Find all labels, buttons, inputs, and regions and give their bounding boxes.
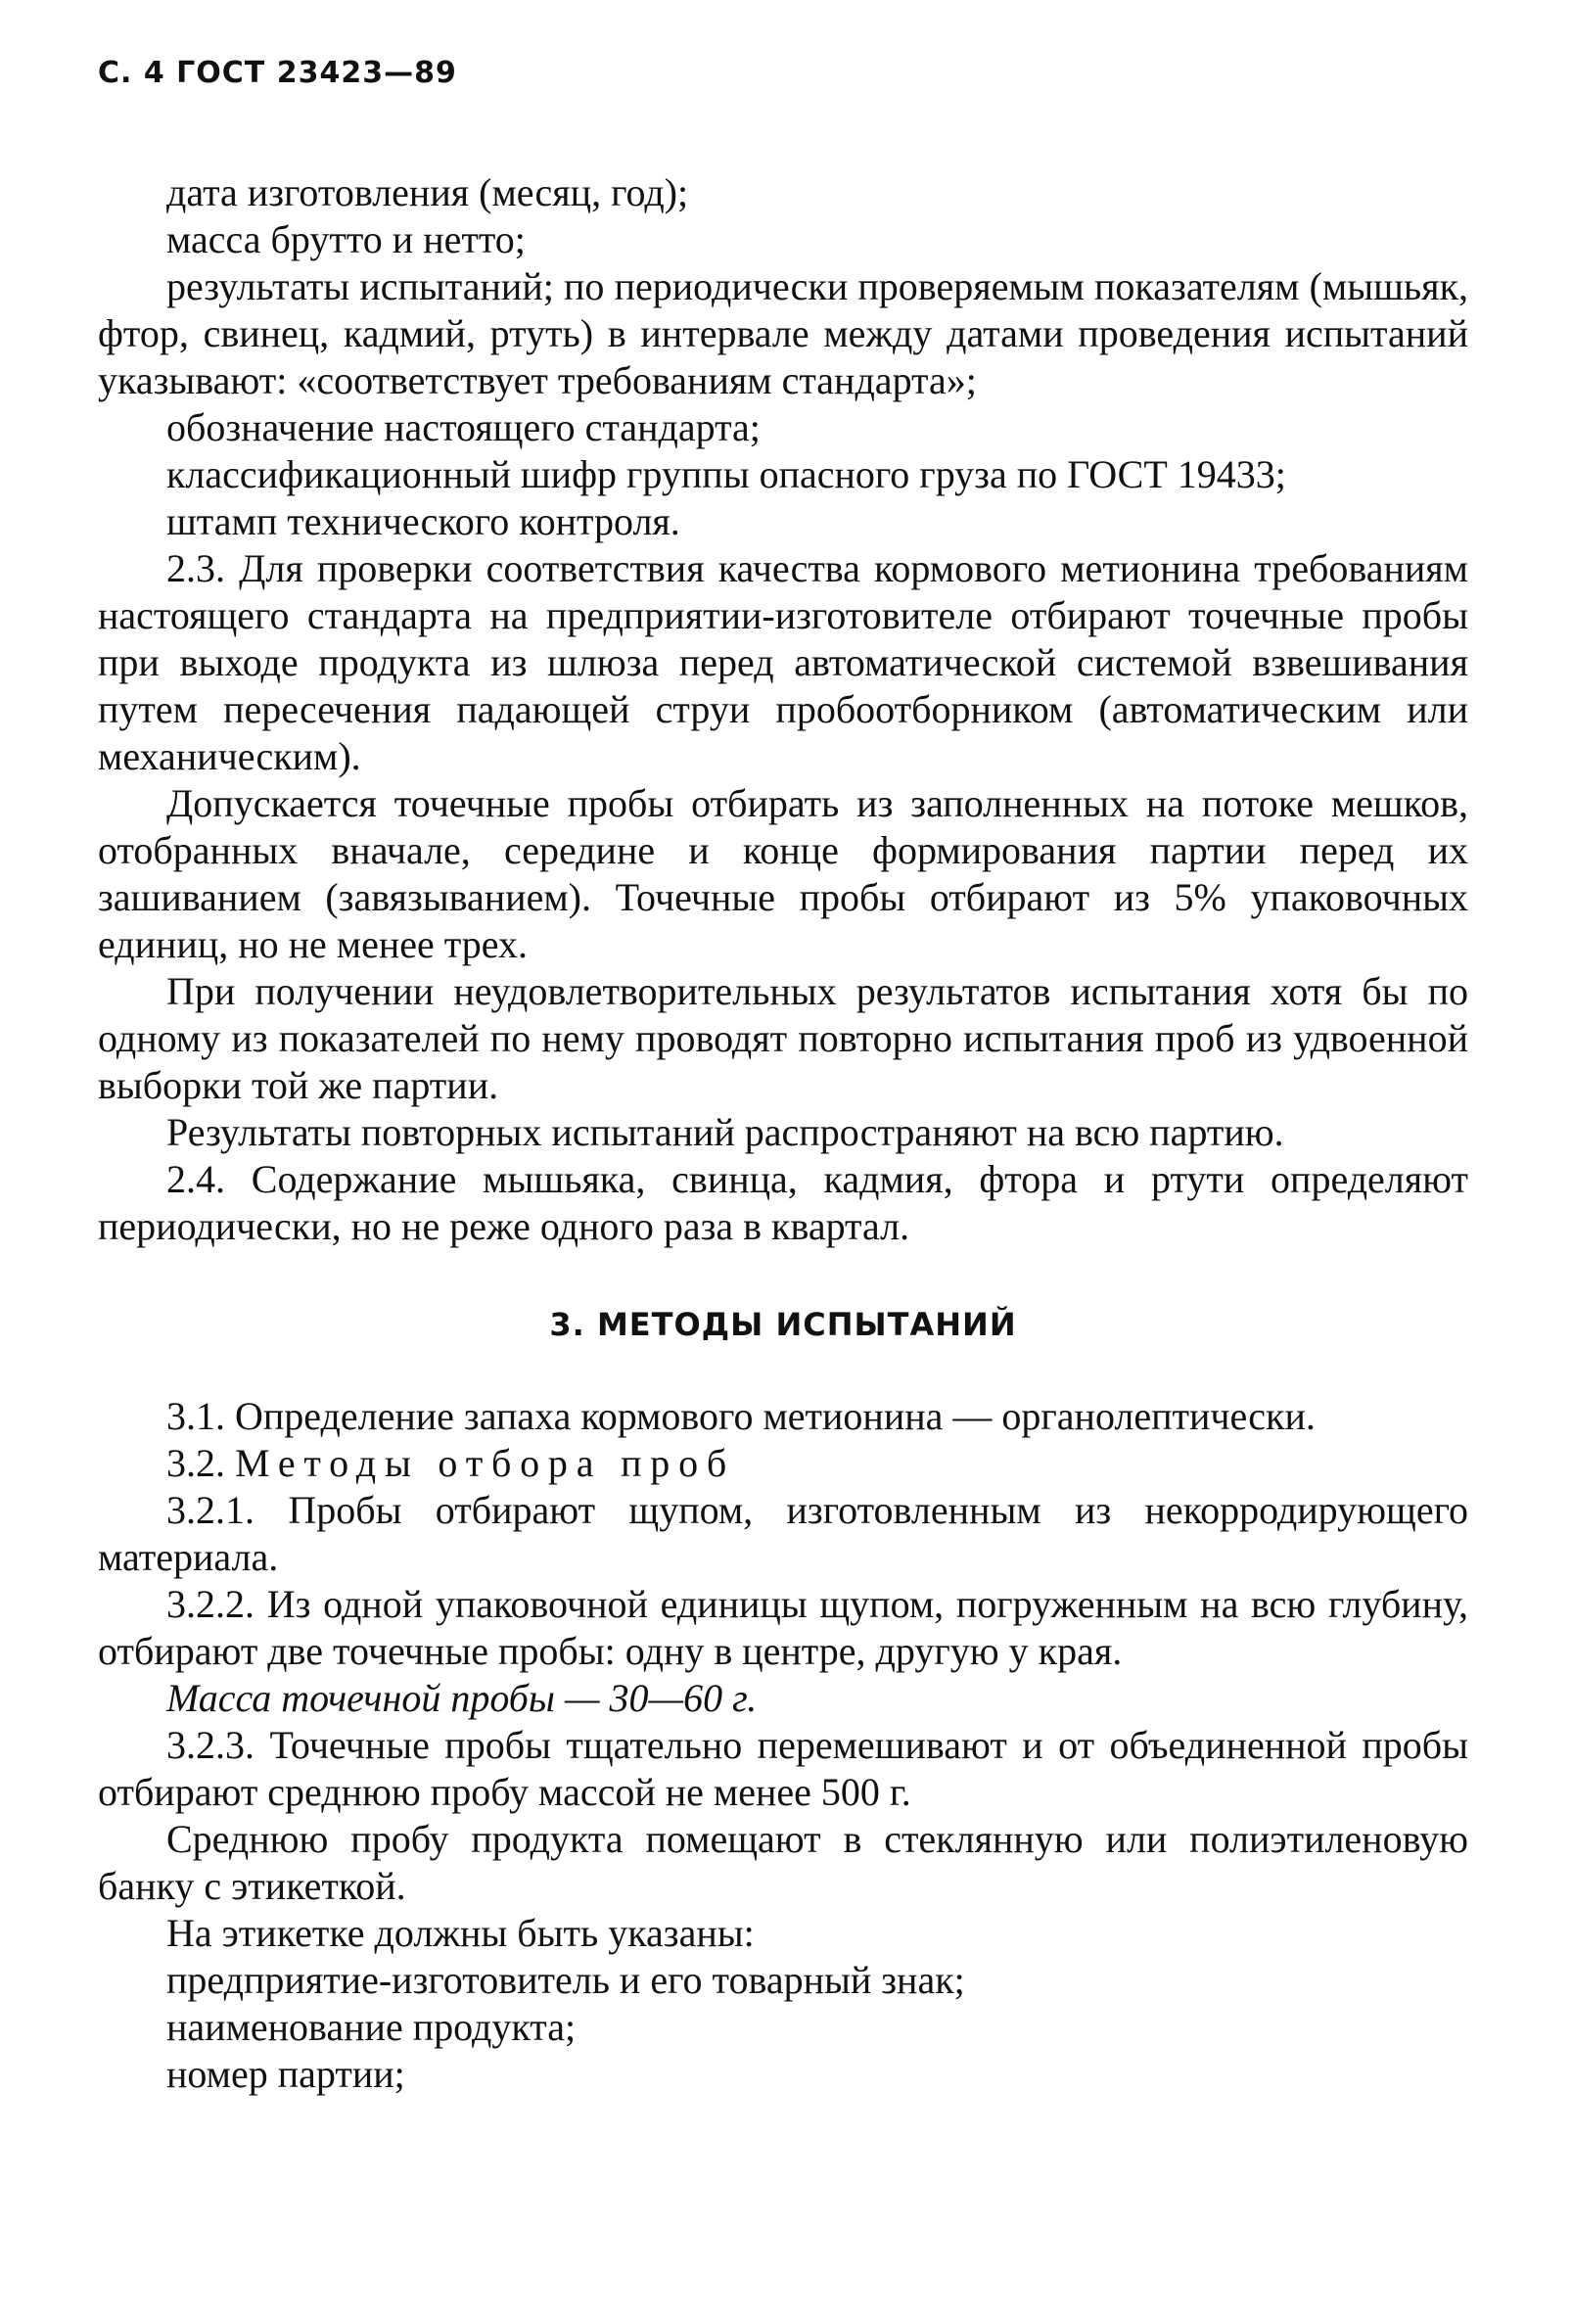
paragraph: дата изготовления (месяц, год); (166, 170, 689, 214)
paragraph: масса брутто и нетто; (166, 217, 526, 261)
list-item: предприятие-изготовитель и его товарный знак; (166, 1958, 965, 2002)
paragraph: Результаты повторных испытаний распространяют на всю партию. (166, 1110, 1284, 1154)
paragraph: При получении неудовлетворительных результатов испытания хотя бы по одному из показателей по нему проводят повторно испытания проб из удвоенной выборки той же партии. (98, 969, 1468, 1107)
clause-3-2-title: Методы отбора проб (235, 1441, 736, 1485)
paragraph: штамп технического контроля. (166, 499, 680, 543)
list-item: наименование продукта; (166, 2005, 577, 2049)
clause-3-2-number: 3.2. (166, 1441, 225, 1485)
clause-3-2-3: 3.2.3. Точечные пробы тщательно перемешивают и от объединенной пробы отбирают среднюю пробу массой не менее 500 г. (98, 1723, 1468, 1814)
section-heading: 3. МЕТОДЫ ИСПЫТАНИЙ (549, 1306, 1017, 1343)
paragraph: обозначение настоящего стандарта; (166, 405, 761, 449)
clause-2-4: 2.4. Содержание мышьяка, свинца, кадмия, фтора и ртути определяют периодически, но не реже одного раза в квартал. (98, 1157, 1468, 1248)
clause-2-3: 2.3. Для проверки соответствия качества кормового метионина требованиям настоящего стандарта на предприятии-изготовителе отбирают точечные пробы при выходе продукта из шлюза перед автоматической системой взвешивания путем пересечения падающей струи пробоотборником (автоматическим или механическим). (98, 546, 1468, 778)
clause-3-2-1: 3.2.1. Пробы отбирают щупом, изготовленным из некорродирующего материала. (98, 1488, 1468, 1579)
clause-3-2-2: 3.2.2. Из одной упаковочной единицы щупом, погруженным на всю глубину, отбирают две точечные пробы: одну в центре, другую у края. (98, 1582, 1468, 1673)
paragraph-mass: Масса точечной пробы — 30—60 г. (166, 1676, 758, 1720)
paragraph-jar: Среднюю пробу продукта помещают в стеклянную или полиэтиленовую банку с этикеткой. (98, 1817, 1468, 1908)
clause-3-1: 3.1. Определение запаха кормового метионина — органолептически. (166, 1394, 1316, 1438)
list-item: номер партии; (166, 2052, 405, 2096)
document-page (98, 54, 1468, 2098)
paragraph-label-intro: На этикетке должны быть указаны: (166, 1911, 755, 1955)
clause-3-2 (98, 1440, 1468, 1487)
paragraph: Допускается точечные пробы отбирать из заполненных на потоке мешков, отобранных вначале, середине и конце формирования партии перед их зашиванием (завязыванием). Точечные пробы отбирают из 5% упаковочных единиц, но не менее трех. (98, 781, 1468, 966)
paragraph: классификационный шифр группы опасного груза по ГОСТ 19433; (166, 452, 1286, 496)
page-header: С. 4 ГОСТ 23423—89 (98, 56, 457, 90)
paragraph: результаты испытаний; по периодически проверяемым показателям (мышьяк, фтор, свинец, кадмий, ртуть) в интервале между датами проведения испытаний указывают: «соответствует требованиям стандарта»; (98, 264, 1468, 402)
